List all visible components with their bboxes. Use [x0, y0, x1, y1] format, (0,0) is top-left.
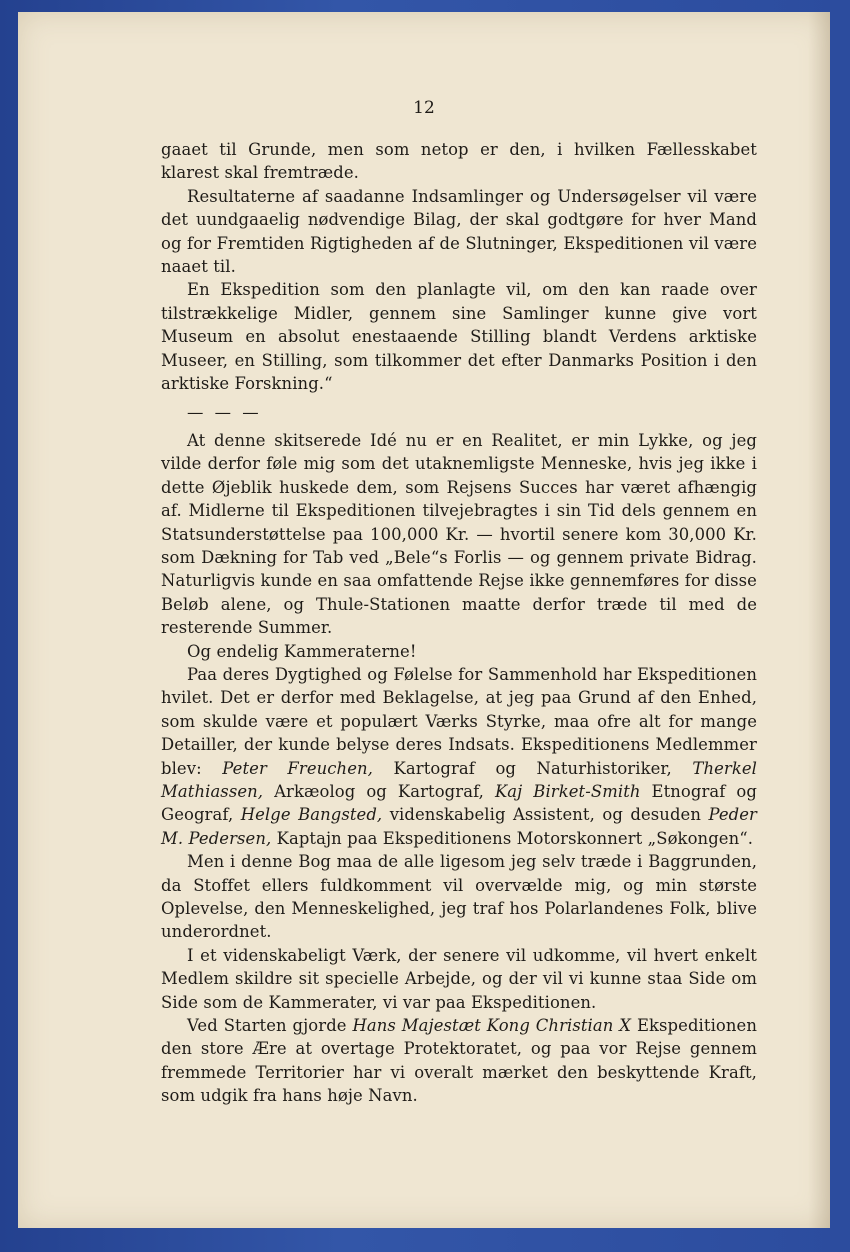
text-run: Ved Starten gjorde: [187, 1016, 353, 1036]
member-name: Helge Bangsted,: [240, 805, 383, 825]
book-page: [18, 12, 830, 1228]
member-name: Peter Freuchen,: [222, 758, 373, 778]
text-run: Kartograf og Naturhistoriker,: [373, 758, 693, 778]
text-run: Kaptajn paa Ekspeditionens Motorskonnert „Søkongen“.: [271, 828, 754, 848]
paragraph: I et videnskabeligt Værk, der senere vil udkomme, vil hvert enkelt Medlem skildre sit specielle Arbejde, og der vil vi kunne staa Side om Side som de Kammerater, vi var paa Ekspeditionen.: [161, 945, 757, 1012]
section-separator: — — —: [187, 403, 262, 423]
paragraph-members: [161, 663, 757, 850]
paragraph-patron: [161, 1014, 757, 1108]
member-name: Peder M. Pedersen,: [161, 805, 757, 848]
paragraph: Og endelig Kammeraterne!: [187, 641, 417, 661]
text-run: videnskabelig Assistent, og desuden: [382, 805, 709, 825]
page-number: 12: [413, 98, 435, 118]
paragraph: Men i denne Bog maa de alle ligesom jeg selv træde i Baggrunden, da Stoffet ellers fuldkomment vil overvælde mig, og min største Oplevelse, den Menneskelighed, jeg traf hos Polarlandenes Folk, blive underordnet.: [161, 852, 757, 942]
patron-name: Hans Majestæt Kong Christian X: [352, 1016, 632, 1036]
text-run: Paa deres Dygtighed og Følelse for Sammenhold har Ekspeditionen hvilet. Det er derfor med Beklagelse, at jeg paa Grund af den Enhed, som skulde være et populært Værks Styrke, maa ofre alt for mange Detailler, der kunde belyse deres Indsats. Ekspeditionens Medlemmer blev:: [161, 664, 757, 778]
paragraph: gaaet til Grunde, men som netop er den, i hvilken Fællesskabet klarest skal fremtræde.: [161, 140, 757, 183]
paragraph: En Ekspedition som den planlagte vil, om den kan raade over tilstrækkelige Midler, gennem sine Samlinger kunne give vort Museum en absolut enestaaende Stilling blandt Verdens arktiske Museer, en Stilling, som tilkommer det efter Danmarks Position i den arktiske Forskning.“: [161, 280, 757, 394]
text-run: Etnograf og Geograf,: [161, 781, 757, 825]
text-run: Arkæolog og Kartograf,: [263, 781, 495, 801]
member-name: Therkel Mathiassen,: [161, 758, 758, 801]
paragraph: At denne skitserede Idé nu er en Realitet, er min Lykke, og jeg vilde derfor føle mig som det utaknemligste Menneske, hvis jeg ikke i dette Øjeblik huskede dem, som Rejsens Succes har været afhængig af. Midlerne til Ekspeditionen tilvejebragtes i sin Tid dels gennem en Statsunderstøttelse paa 100,000 Kr. — hvortil senere kom 30,000 Kr. som Dækning for Tab ved „Bele“s Forlis — og gennem private Bidrag. Naturligvis kunde en saa omfattende Rejse ikke gennemføres for disse Beløb alene, og Thule-Stationen maatte derfor træde til med de resterende Summer.: [161, 430, 757, 638]
body-text: [161, 138, 757, 1108]
page-edge-shadow: [808, 12, 830, 1228]
text-run: Ekspeditionen den store Ære at overtage Protektoratet, og paa vor Rejse gennem fremmede Territorier har vi overalt mærket den beskyttende Kraft, som udgik fra hans høje Navn.: [161, 1016, 757, 1106]
member-name: Kaj Birket-Smith: [494, 781, 641, 801]
paragraph: Resultaterne af saadanne Indsamlinger og Undersøgelser vil være det uundgaaelig nødvendige Bilag, der skal godtgøre for hver Mand og for Fremtiden Rigtigheden af de Slutninger, Ekspeditionen vil være naaet til.: [161, 186, 757, 277]
